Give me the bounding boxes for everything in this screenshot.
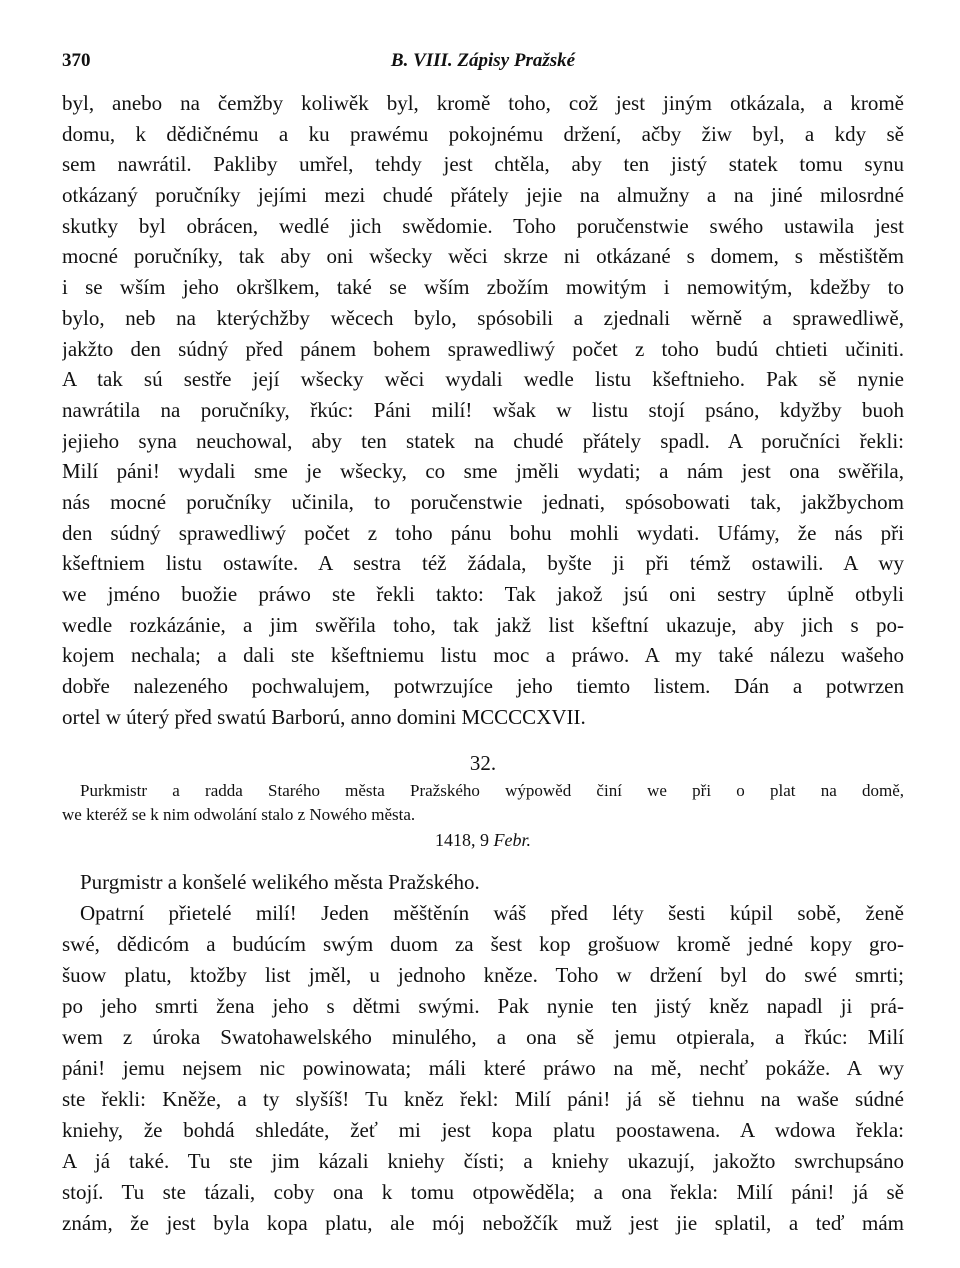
text-line: jakžto den súdný před pánem bohem sprawedliwý počet z toho budú chtieti učiniti. bbox=[62, 336, 904, 361]
text-line: nawrátila na poručníky, řkúc: Páni milí! wšak w listu stojí psáno, kdyžby buoh bbox=[62, 397, 904, 422]
text-line: Milí páni! wydali sme je wšecky, co sme jměli wydati; a nám jest ona swěřila, bbox=[62, 459, 904, 484]
date-month: Febr. bbox=[493, 830, 531, 851]
text-line: znám, že jest byla kopa platu, ale mój nebožčík muž jest jie splatil, a teď mám bbox=[62, 1211, 904, 1236]
running-title: B. VIII. Zápisy Pražské bbox=[390, 50, 576, 71]
text-line: A tak sú sestře její wšecky wěci wydali wedle listu kšeftnieho. Pak sě nynie bbox=[62, 367, 904, 392]
text-line: domu, k dědičnému a ku prawému pokojnému držení, ačby žiw byl, a kdy sě bbox=[62, 121, 904, 146]
document-number: 32. bbox=[469, 751, 497, 776]
text-line: bylo, neb na kterýchžby wěcech bylo, spósobili a zjednali wěrně a sprawedliwě, bbox=[62, 305, 904, 330]
document-date bbox=[62, 827, 904, 853]
text-line: páni! jemu nejsem nic powinowata; máli které práwo na mě, nechť pokáže. A wy bbox=[62, 1056, 904, 1081]
text-line: po jeho smrti žena jeho s dětmi swými. Pak nynie ten jistý kněz napadl ji prá- bbox=[62, 994, 904, 1019]
text-line: kojem nechala; a dali ste kšeftniemu listu moc a práwo. A my také nálezu wašeho bbox=[62, 643, 904, 668]
text-line: skutky byl obrácen, wedlé jich swědomie. Toho poručenstwie swého ustawila jest bbox=[62, 213, 904, 238]
document-summary bbox=[62, 779, 904, 827]
summary-line: we kteréž se k nim odwolání stalo z Nowého města. bbox=[62, 805, 416, 825]
text-line: šuow platu, ktožby list jměl, u jednoho kněze. Toho w držení byl do swé smrti; bbox=[62, 963, 904, 988]
text-line: sem nawrátil. Pakliby umřel, tehdy jest chtěla, aby ten jistý statek tomu synu bbox=[62, 152, 904, 177]
text-line: swé, dědicóm a budúcím swým duom za šest kop grošuow kromě jedné kopy gro- bbox=[62, 932, 904, 957]
text-line: den súdný sprawedliwý počet z toho pánu bohu mohli wydati. Ufámy, že nás při bbox=[62, 520, 904, 545]
text-line: byl, anebo na čemžby koliwěk byl, kromě toho, což jest jiným otkázala, a kromě bbox=[62, 91, 904, 115]
address-line: Purgmistr a konšelé welikého města Pražského. bbox=[80, 870, 480, 895]
summary-line: Purkmistr a radda Starého města Pražského wýpowěd činí we při o plat na domě, bbox=[80, 781, 904, 801]
page-header bbox=[62, 50, 904, 88]
document-body bbox=[62, 867, 904, 1239]
text-line: ste řekli: Kněže, a ty slyšíš! Tu kněz řekl: Milí páni! já sě tiehnu na waše súdné bbox=[62, 1087, 904, 1112]
text-line: wem z úroka Swatohawelského minulého, a ona sě jemu otpierala, a řkúc: Milí bbox=[62, 1025, 904, 1050]
text-line: jejieho syna neuchowal, aby ten statek na chudé přátely spadl. A poručníci řekli: bbox=[62, 428, 904, 453]
text-line: kniehy, že bohdá shledáte, žeť mi jest kopa platu poostawena. A wdowa řekla: bbox=[62, 1118, 904, 1143]
continued-document-text bbox=[62, 88, 904, 732]
text-line: i se wším jeho okršlkem, také se wším zbožím mowitým i nemowitým, kdežby to bbox=[62, 275, 904, 300]
page-number: 370 bbox=[62, 50, 91, 71]
text-line: nás mocné poručníky učinila, to poručenstwie jednati, spósobowati tak, jakžbychom bbox=[62, 489, 904, 514]
text-line: mocné poručníky, tak aby oni wšecky wěci skrze ni otkázané s domem, s městištěm bbox=[62, 244, 904, 269]
text-line: wedle rozkázánie, a jim swěřila toho, tak jakž list kšeftní ukazuje, aby jich s po- bbox=[62, 612, 904, 637]
date-prefix: 1418, 9 bbox=[435, 830, 489, 851]
text-line: A já také. Tu ste jim kázali kniehy čísti; a kniehy ukazují, jakožto swrchupsáno bbox=[62, 1149, 904, 1174]
text-line: we jméno buožie práwo ste řekli takto: Tak jakož jsú oni sestry úplně otbyli bbox=[62, 582, 904, 606]
text-line: kšeftniem listu ostawíte. A sestra též žádala, byšte ji při témž ostawili. A wy bbox=[62, 551, 904, 576]
text-line: stojí. Tu ste tázali, coby ona k tomu otpowěděla; a ona řekla: Milí páni! já sě bbox=[62, 1180, 904, 1205]
book-page bbox=[62, 50, 904, 1239]
text-line: otkázaný poručníky jejími mezi chudé přátely jejie na almužny a na jiné milosrdné bbox=[62, 183, 904, 208]
text-line: dobře nalezeného pochwalujem, potwrzujíce jeho tiemto listem. Dán a potwrzen bbox=[62, 674, 904, 699]
text-line: Opatrní přietelé milí! Jeden měštěnín wáš před léty šesti kúpil sobě, ženě bbox=[80, 901, 904, 926]
text-line: ortel w úterý před swatú Barború, anno domini MCCCCXVII. bbox=[62, 704, 586, 729]
